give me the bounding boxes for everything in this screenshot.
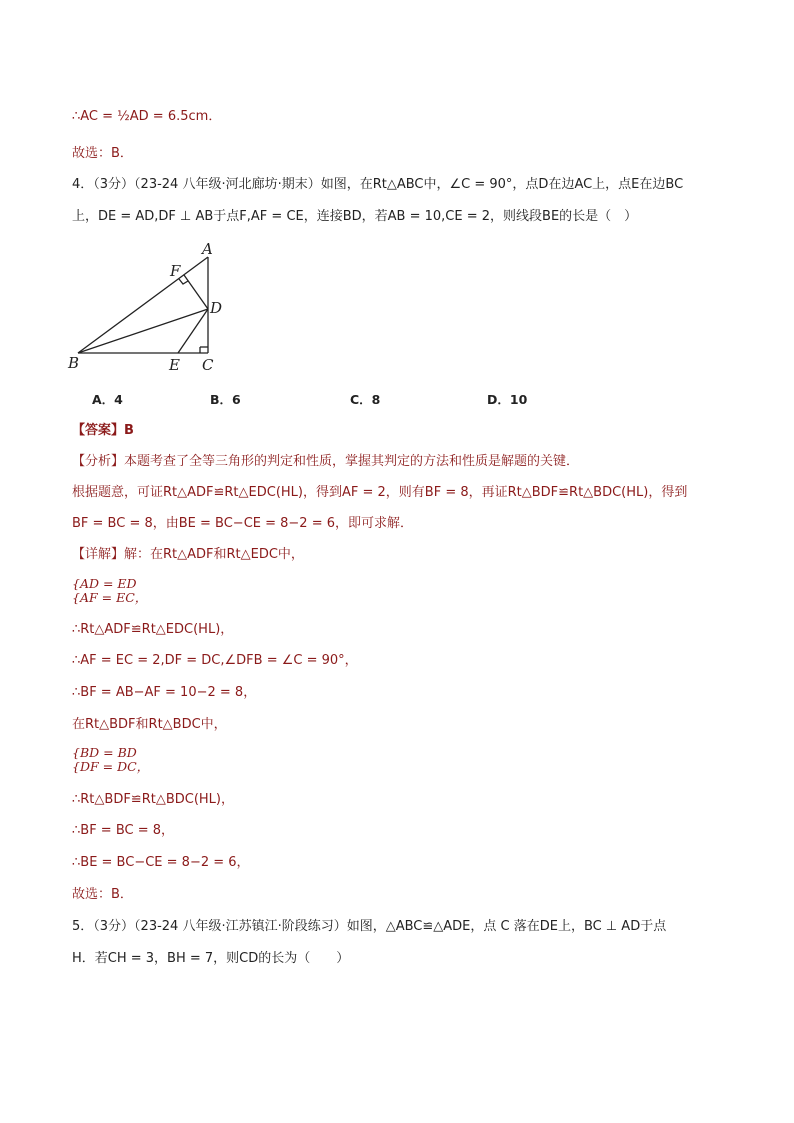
system-1-line-a: {AD = ED: [72, 576, 137, 591]
system-2-line-a: {BD = BD: [72, 745, 137, 760]
choice-c: C．8: [350, 392, 381, 407]
question-5-line-1: 5．（3分）（23-24 八年级·江苏镇江·阶段练习）如图，△ABC≌△ADE，点 C 落在DE上，BC ⊥ AD于点: [72, 919, 667, 934]
question-4-line-2: 上，DE = AD,DF ⊥ AB于点F,AF = CE，连接BD，若AB = 10,CE = 2，则线段BE的长是（ ）: [72, 209, 638, 224]
label-a: A: [202, 240, 213, 258]
answer-line: 【答案】B: [72, 423, 134, 438]
detail-line: 【详解】解：在Rt△ADF和Rt△EDC中，: [72, 547, 304, 562]
choice-b: B．6: [210, 392, 241, 407]
segment-df: [184, 275, 208, 309]
analysis-line-1: 【分析】本题考查了全等三角形的判定和性质，掌握其判定的方法和性质是解题的关键．: [72, 454, 580, 469]
step-4: 在Rt△BDF和Rt△BDC中，: [72, 717, 227, 732]
choice-line: 故选：B．: [72, 146, 133, 161]
label-d: D: [210, 299, 223, 317]
question-5-line-2: H．若CH = 3，BH = 7，则CD的长为（ ）: [72, 951, 350, 966]
conclusion-line: ∴AC = ½AD = 6.5cm．: [72, 109, 222, 124]
step-7: ∴BE = BC−CE = 8−2 = 6，: [72, 855, 250, 870]
segment-bd: [78, 309, 208, 353]
system-2-line-b: {DF = DC，: [72, 759, 150, 774]
label-e: E: [169, 356, 180, 373]
step-1: ∴Rt△ADF≌Rt△EDC(HL)，: [72, 622, 234, 637]
label-c: C: [202, 356, 214, 373]
question-4-line-1: 4．（3分）（23-24 八年级·河北廊坊·期末）如图，在Rt△ABC中，∠C = 90°，点D在边AC上，点E在边BC: [72, 177, 684, 192]
step-2: ∴AF = EC = 2,DF = DC,∠DFB = ∠C = 90°，: [72, 653, 358, 668]
system-1-line-b: {AF = EC，: [72, 590, 148, 605]
step-8: 故选：B．: [72, 887, 133, 902]
label-b: B: [68, 354, 80, 372]
analysis-line-3: BF = BC = 8，由BE = BC−CE = 8−2 = 6，即可求解．: [72, 516, 414, 531]
analysis-line-2: 根据题意，可证Rt△ADF≌Rt△EDC(HL)，得到AF = 2，则有BF = 8，再证Rt△BDF≌Rt△BDC(HL)，得到: [72, 485, 688, 500]
label-f: F: [170, 262, 181, 280]
choice-d: D．10: [487, 392, 528, 407]
triangle-figure: [66, 238, 236, 373]
step-6: ∴BF = BC = 8，: [72, 823, 175, 838]
step-5: ∴Rt△BDF≌Rt△BDC(HL)，: [72, 792, 234, 807]
step-3: ∴BF = AB−AF = 10−2 = 8，: [72, 685, 257, 700]
choice-a: A．4: [92, 392, 123, 407]
